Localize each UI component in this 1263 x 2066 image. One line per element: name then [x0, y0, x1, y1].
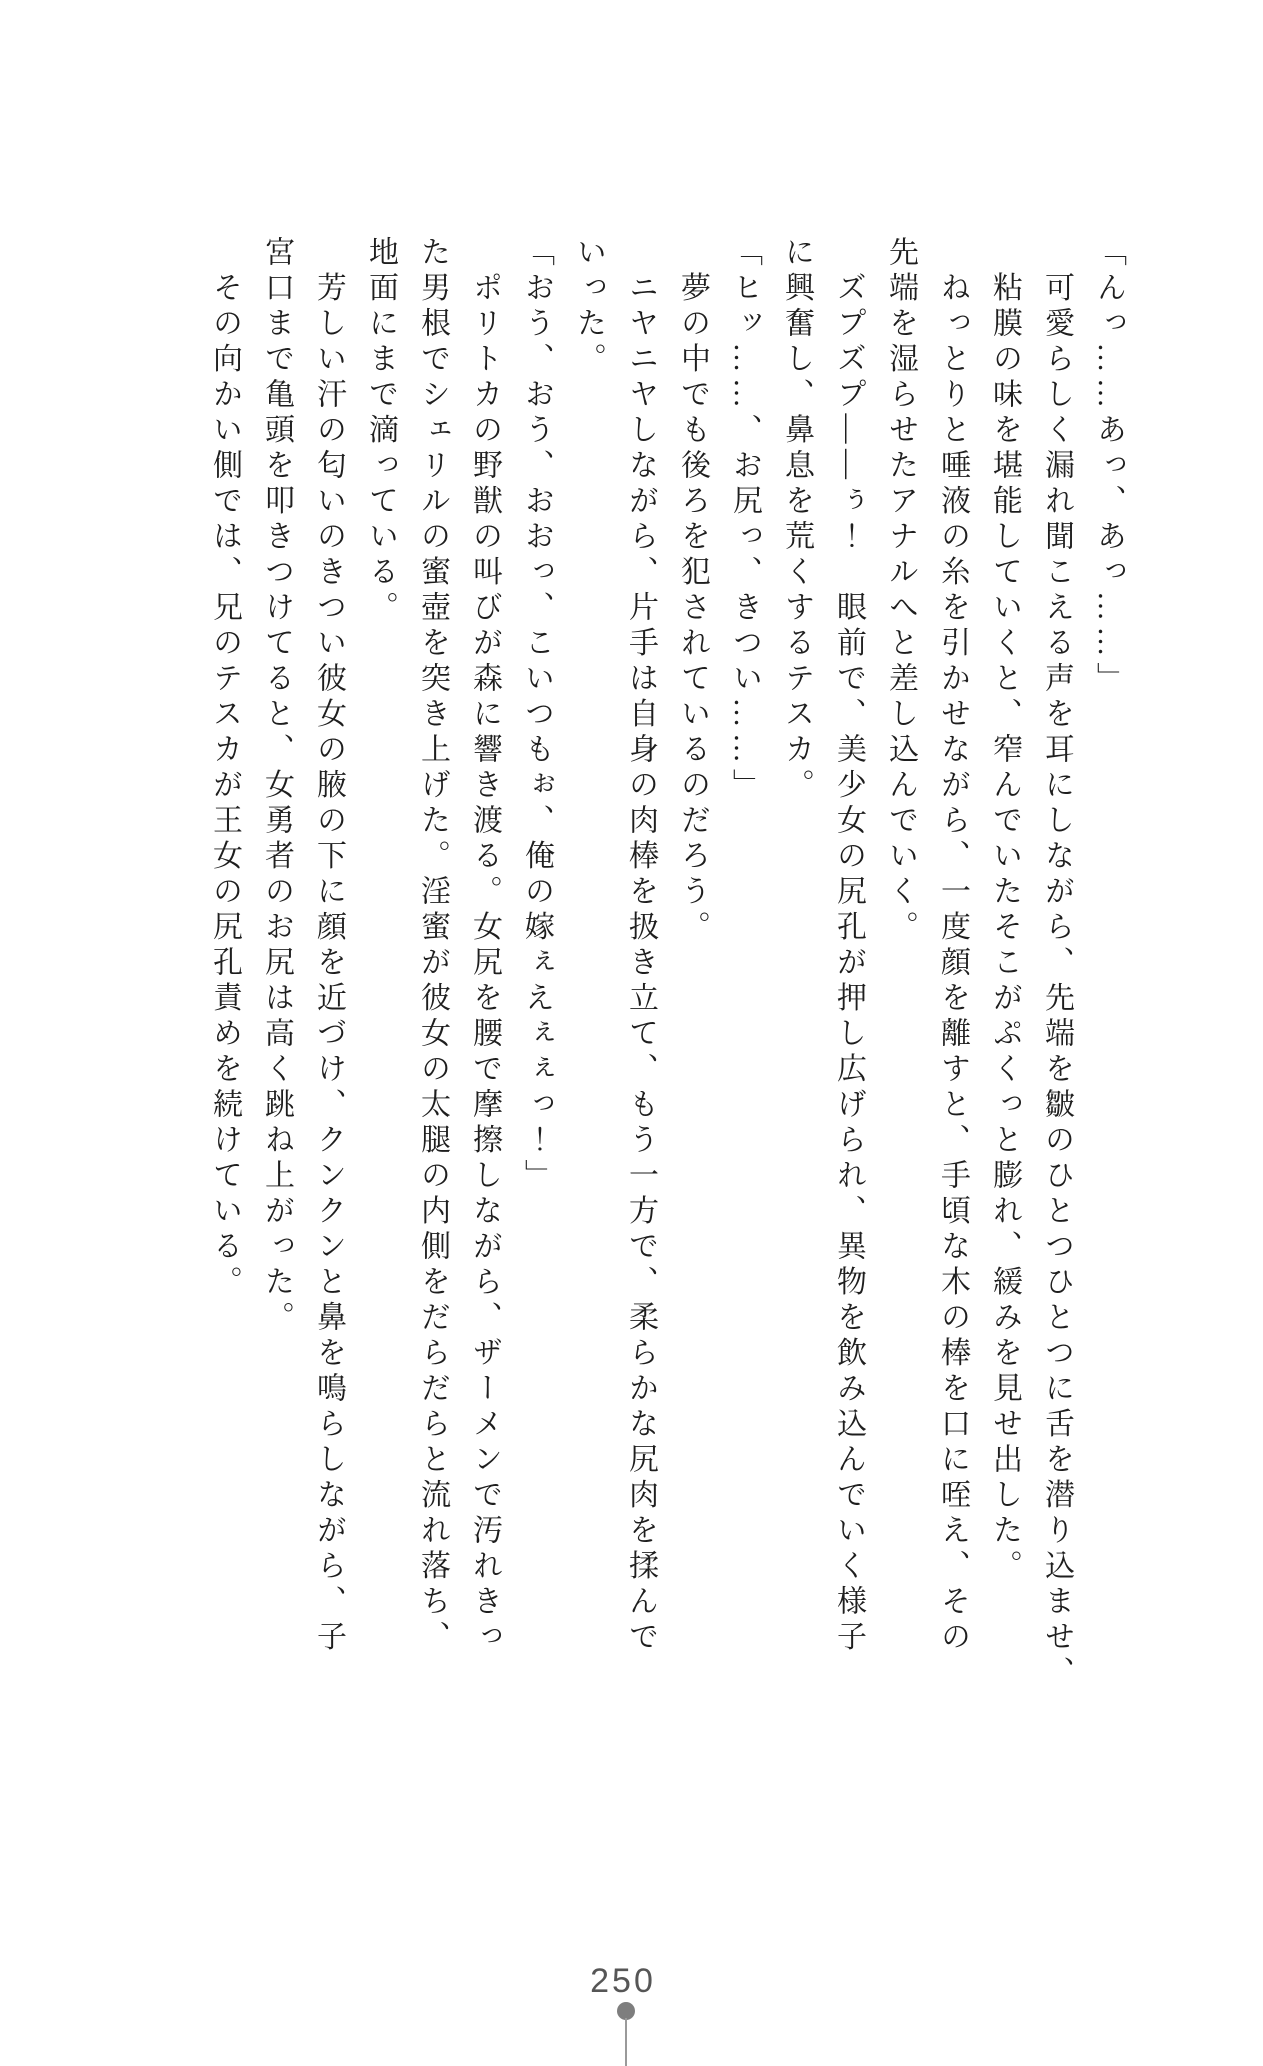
text-column: ねっとりと唾液の糸を引かせながら、一度顔を離すと、手頃な木の棒を口に咥え、その [936, 236, 969, 1656]
page-text-block [198, 236, 1134, 1716]
text-column: た男根でシェリルの蜜壺を突き上げた。淫蜜が彼女の太腿の内側をだらだらと流れ落ち、 [416, 236, 449, 1656]
page-number: 250 [590, 1962, 656, 2000]
footer-dot-ornament-icon [617, 2002, 635, 2020]
text-column: 「んっ……あっ、あっ……」 [1092, 236, 1125, 698]
text-column: その向かい側では、兄のテスカが王女の尻孔責めを続けている。 [208, 236, 241, 1301]
text-column: に興奮し、鼻息を荒くするテスカ。 [780, 236, 813, 804]
text-column: 「おう、おう、おおっ、こいつもぉ、俺の嫁ぇえぇぇっ！」 [520, 236, 553, 1195]
text-column: 地面にまで滴っている。 [364, 236, 397, 627]
text-column: 芳しい汗の匂いのきつい彼女の腋の下に顔を近づけ、クンクンと鼻を鳴らしながら、子 [312, 236, 345, 1656]
text-column: ニヤニヤしながら、片手は自身の肉棒を扱き立て、もう一方で、柔らかな尻肉を揉んで [624, 236, 657, 1656]
text-column: ポリトカの野獣の叫びが森に響き渡る。女尻を腰で摩擦しながら、ザーメンで汚れきっ [468, 236, 501, 1656]
text-column: 可愛らしく漏れ聞こえる声を耳にしながら、先端を皺のひとつひとつに舌を潜り込ませ、 [1040, 236, 1073, 1692]
text-column: ズプズプ――ぅ！ 眼前で、美少女の尻孔が押し広げられ、異物を飲み込んでいく様子 [832, 236, 865, 1656]
text-column: 夢の中でも後ろを犯されているのだろう。 [676, 236, 709, 946]
text-column: 宮口まで亀頭を叩きつけてると、女勇者のお尻は高く跳ね上がった。 [260, 236, 293, 1337]
text-column: 粘膜の味を堪能していくと、窄んでいたそこがぷくっと膨れ、緩みを見せ出した。 [988, 236, 1021, 1585]
text-column: いった。 [572, 236, 605, 378]
footer-rule-line [625, 2018, 627, 2066]
text-column: 「ヒッ……、お尻っ、きつい……」 [728, 236, 761, 804]
text-column: 先端を湿らせたアナルへと差し込んでいく。 [884, 236, 917, 946]
